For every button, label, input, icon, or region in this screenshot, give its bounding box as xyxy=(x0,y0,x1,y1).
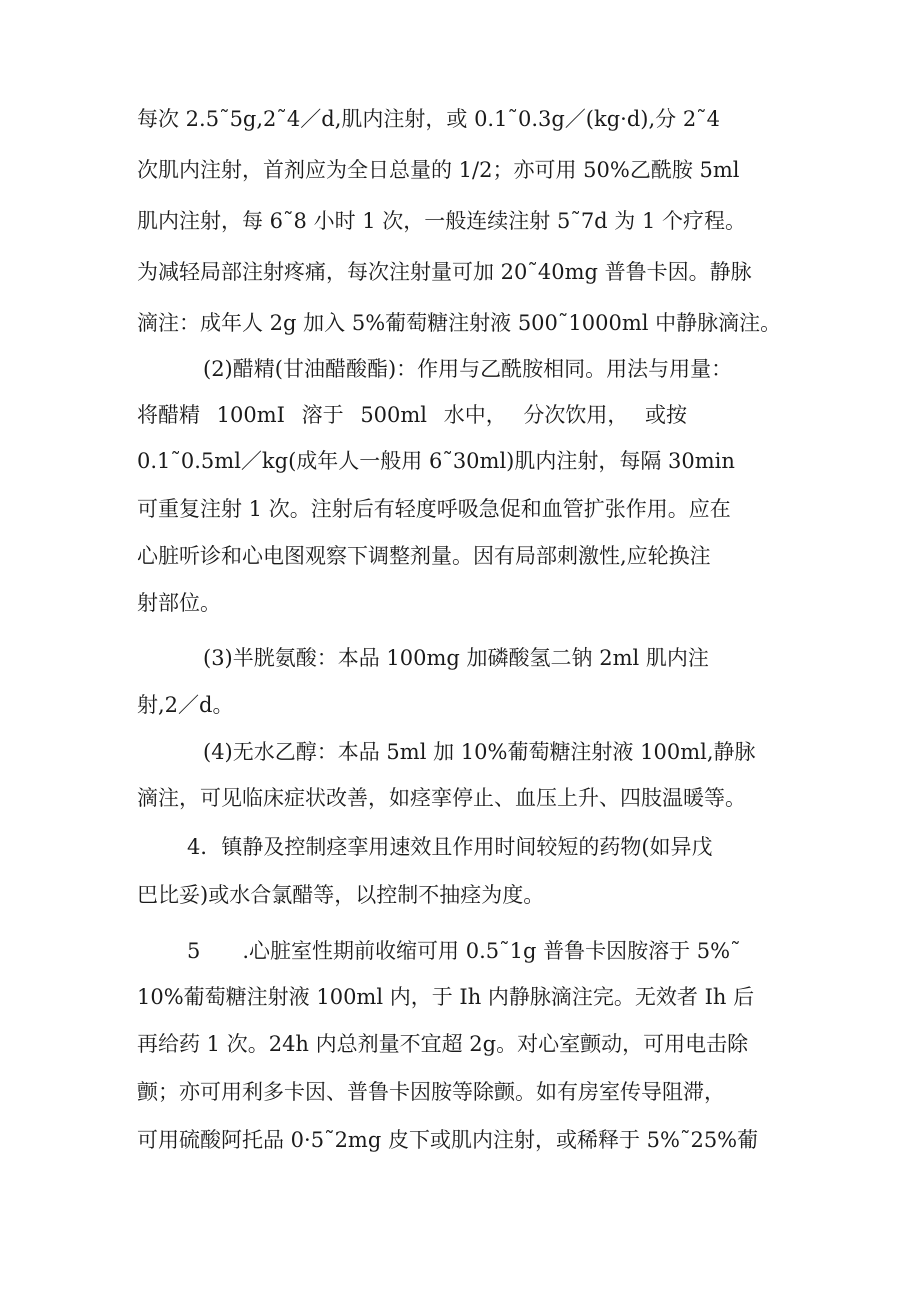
text-line: 射,2／d。 xyxy=(137,693,234,717)
text-line: 为减轻局部注射疼痛，每次注射量可加 20˜40mg 普鲁卡因。静脉 xyxy=(137,260,752,284)
text-line: 再给药 1 次。24h 内总剂量不宜超 2g。对心室颤动，可用电击除 xyxy=(137,1032,749,1056)
text-line: 滴注：成年人 2g 加入 5%葡萄糖注射液 500˜1000ml 中静脉滴注。 xyxy=(137,311,782,335)
text-line: 巴比妥)或水合氯醋等，以控制不抽痉为度。 xyxy=(137,883,545,907)
text-line: 10%葡萄糖注射液 100ml 内，于 Ih 内静脉滴注完。无效者 Ih 后 xyxy=(137,985,755,1009)
text-line: 0.1˜0.5ml／kg(成年人一般用 6˜30ml)肌内注射，每隔 30min xyxy=(137,449,735,473)
text-line: (2)醋精(甘油醋酸酯)：作用与乙酰胺相同。用法与用量： xyxy=(203,357,733,381)
text-line: 4．镇静及控制痉挛用速效且作用时间较短的药物(如异戊 xyxy=(187,835,713,859)
text-line: 次肌内注射，首剂应为全日总量的 1/2；亦可用 50%乙酰胺 5ml xyxy=(137,158,740,182)
text-line: 5 .心脏室性期前收缩可用 0.5˜1g 普鲁卡因胺溶于 5%˜ xyxy=(187,939,741,963)
text-line: 滴注，可见临床症状改善，如痉挛停止、血压上升、四肢温暖等。 xyxy=(137,786,746,810)
text-line: (3)半胱氨酸：本品 100mg 加磷酸氢二钠 2ml 肌内注 xyxy=(203,646,709,670)
text-line: 心脏听诊和心电图观察下调整剂量。因有局部刺激性,应轮换注 xyxy=(137,544,711,568)
text-line: 颤；亦可用利多卡因、普鲁卡因胺等除颤。如有房室传导阻滞， xyxy=(137,1080,725,1104)
text-line: 可重复注射 1 次。注射后有轻度呼吸急促和血管扩张作用。应在 xyxy=(137,497,731,521)
text-line: 每次 2.5˜5g,2˜4／d,肌内注射，或 0.1˜0.3g／(kg·d),分 2˜4 xyxy=(137,107,721,131)
text-line: 肌内注射，每 6˜8 小时 1 次，一般连续注射 5˜7d 为 1 个疗程。 xyxy=(137,209,747,233)
text-line: 射部位。 xyxy=(137,591,221,615)
text-line: 将醋精 100mI 溶于 500ml 水中， 分次饮用， 或按 xyxy=(137,403,688,427)
text-line: 可用硫酸阿托品 0·5˜2mg 皮下或肌内注射，或稀释于 5%˜25%葡 xyxy=(137,1128,759,1152)
text-line: (4)无水乙醇：本品 5ml 加 10%葡萄糖注射液 100ml,静脉 xyxy=(203,740,756,764)
